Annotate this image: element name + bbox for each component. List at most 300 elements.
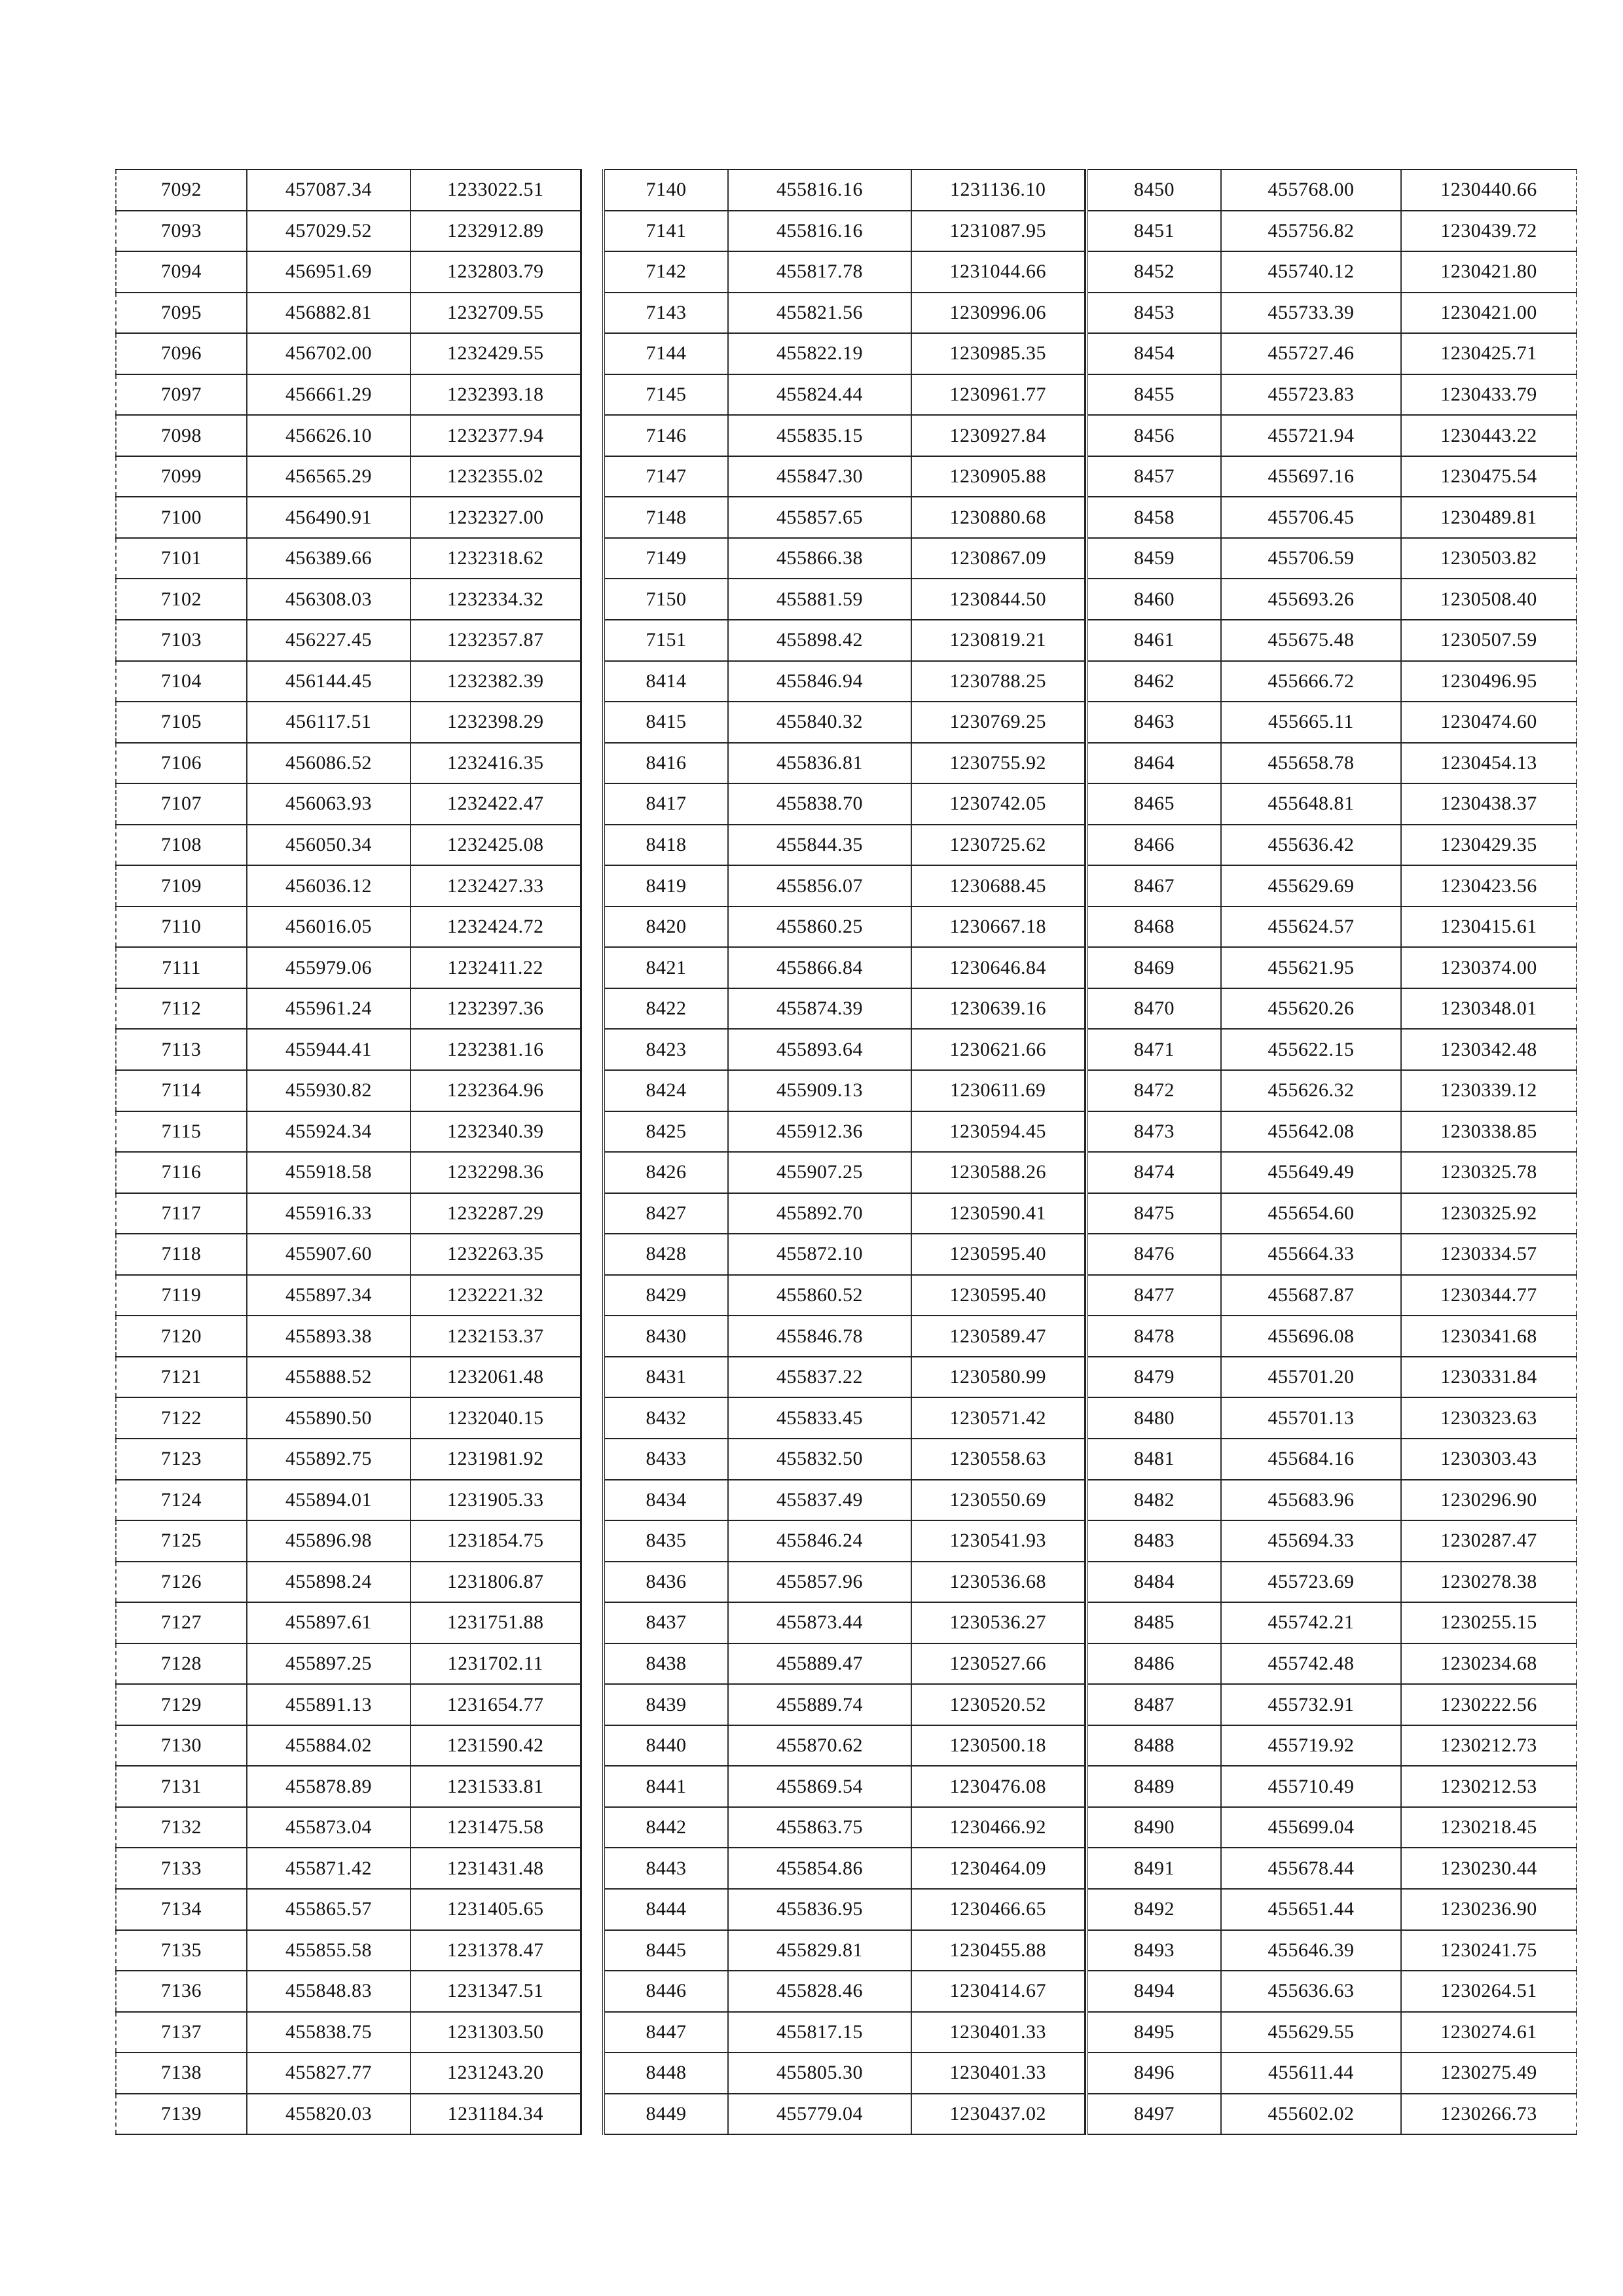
point-id-cell: 8460 bbox=[1087, 579, 1221, 620]
table-row bbox=[1087, 497, 1577, 538]
y-coordinate-cell: 1230212.53 bbox=[1401, 1766, 1577, 1807]
point-id-cell: 8427 bbox=[604, 1193, 728, 1234]
x-coordinate-cell: 455666.72 bbox=[1221, 661, 1401, 702]
y-coordinate-cell: 1230867.09 bbox=[911, 538, 1085, 579]
point-id-cell: 7097 bbox=[116, 374, 247, 416]
y-coordinate-cell: 1231854.75 bbox=[410, 1520, 581, 1562]
x-coordinate-cell: 455894.01 bbox=[247, 1480, 410, 1521]
point-id-cell: 8457 bbox=[1087, 456, 1221, 497]
y-coordinate-cell: 1231243.20 bbox=[410, 2053, 581, 2094]
x-coordinate-cell: 455892.70 bbox=[728, 1193, 911, 1234]
point-id-cell: 7146 bbox=[604, 415, 728, 456]
x-coordinate-cell: 455890.50 bbox=[247, 1397, 410, 1439]
y-coordinate-cell: 1230443.22 bbox=[1401, 415, 1577, 456]
y-coordinate-cell: 1231431.48 bbox=[410, 1848, 581, 1889]
y-coordinate-cell: 1230725.62 bbox=[911, 825, 1085, 866]
y-coordinate-cell: 1230230.44 bbox=[1401, 1848, 1577, 1889]
point-id-cell: 7100 bbox=[116, 497, 247, 538]
x-coordinate-cell: 455909.13 bbox=[728, 1070, 911, 1111]
point-id-cell: 7136 bbox=[116, 1971, 247, 2012]
table-row bbox=[116, 251, 581, 293]
y-coordinate-cell: 1230594.45 bbox=[911, 1111, 1085, 1153]
y-coordinate-cell: 1231806.87 bbox=[410, 1562, 581, 1603]
y-coordinate-cell: 1230667.18 bbox=[911, 906, 1085, 948]
point-id-cell: 8477 bbox=[1087, 1275, 1221, 1316]
table-row bbox=[1087, 1602, 1577, 1643]
point-id-cell: 7119 bbox=[116, 1275, 247, 1316]
table-row bbox=[1087, 702, 1577, 743]
y-coordinate-cell: 1230508.40 bbox=[1401, 579, 1577, 620]
point-id-cell: 8424 bbox=[604, 1070, 728, 1111]
x-coordinate-cell: 455897.61 bbox=[247, 1602, 410, 1643]
x-coordinate-cell: 455871.42 bbox=[247, 1848, 410, 1889]
x-coordinate-cell: 455649.49 bbox=[1221, 1152, 1401, 1193]
point-id-cell: 7139 bbox=[116, 2094, 247, 2135]
x-coordinate-cell: 455624.57 bbox=[1221, 906, 1401, 948]
x-coordinate-cell: 455893.64 bbox=[728, 1029, 911, 1070]
table-row bbox=[604, 1643, 1085, 1685]
point-id-cell: 8441 bbox=[604, 1766, 728, 1807]
point-id-cell: 8432 bbox=[604, 1397, 728, 1439]
table-row bbox=[1087, 1562, 1577, 1603]
point-id-cell: 8459 bbox=[1087, 538, 1221, 579]
x-coordinate-cell: 455907.60 bbox=[247, 1234, 410, 1275]
table-row bbox=[116, 1070, 581, 1111]
table-row bbox=[604, 1397, 1085, 1439]
x-coordinate-cell: 455898.42 bbox=[728, 620, 911, 661]
x-coordinate-cell: 456227.45 bbox=[247, 620, 410, 661]
y-coordinate-cell: 1231184.34 bbox=[410, 2094, 581, 2135]
point-id-cell: 8462 bbox=[1087, 661, 1221, 702]
y-coordinate-cell: 1231905.33 bbox=[410, 1480, 581, 1521]
point-id-cell: 8495 bbox=[1087, 2012, 1221, 2053]
point-id-cell: 8473 bbox=[1087, 1111, 1221, 1153]
point-id-cell: 7137 bbox=[116, 2012, 247, 2053]
table-row bbox=[604, 170, 1085, 211]
point-id-cell: 7094 bbox=[116, 251, 247, 293]
coordinate-table-block-3 bbox=[1085, 169, 1577, 2135]
y-coordinate-cell: 1230236.90 bbox=[1401, 1889, 1577, 1930]
point-id-cell: 8488 bbox=[1087, 1725, 1221, 1767]
table-row bbox=[604, 620, 1085, 661]
point-id-cell: 8438 bbox=[604, 1643, 728, 1685]
point-id-cell: 7128 bbox=[116, 1643, 247, 1685]
x-coordinate-cell: 455829.81 bbox=[728, 1930, 911, 1971]
point-id-cell: 8490 bbox=[1087, 1807, 1221, 1848]
x-coordinate-cell: 455828.46 bbox=[728, 1971, 911, 2012]
point-id-cell: 8443 bbox=[604, 1848, 728, 1889]
y-coordinate-cell: 1232061.48 bbox=[410, 1357, 581, 1398]
point-id-cell: 7138 bbox=[116, 2053, 247, 2094]
x-coordinate-cell: 456086.52 bbox=[247, 743, 410, 784]
point-id-cell: 8484 bbox=[1087, 1562, 1221, 1603]
point-id-cell: 8482 bbox=[1087, 1480, 1221, 1521]
point-id-cell: 8418 bbox=[604, 825, 728, 866]
y-coordinate-cell: 1231405.65 bbox=[410, 1889, 581, 1930]
coordinate-table-block-1 bbox=[115, 169, 582, 2135]
table-row bbox=[1087, 1725, 1577, 1767]
x-coordinate-cell: 455863.75 bbox=[728, 1807, 911, 1848]
x-coordinate-cell: 456389.66 bbox=[247, 538, 410, 579]
table-row bbox=[1087, 1520, 1577, 1562]
y-coordinate-cell: 1230520.52 bbox=[911, 1684, 1085, 1725]
y-coordinate-cell: 1230325.92 bbox=[1401, 1193, 1577, 1234]
table-row bbox=[116, 1766, 581, 1807]
table-row bbox=[116, 293, 581, 334]
y-coordinate-cell: 1230589.47 bbox=[911, 1316, 1085, 1357]
x-coordinate-cell: 455912.36 bbox=[728, 1111, 911, 1153]
point-id-cell: 8466 bbox=[1087, 825, 1221, 866]
x-coordinate-cell: 455723.83 bbox=[1221, 374, 1401, 416]
x-coordinate-cell: 455636.63 bbox=[1221, 1971, 1401, 2012]
y-coordinate-cell: 1230296.90 bbox=[1401, 1480, 1577, 1521]
point-id-cell: 8486 bbox=[1087, 1643, 1221, 1685]
table-row bbox=[116, 947, 581, 988]
x-coordinate-cell: 455742.21 bbox=[1221, 1602, 1401, 1643]
point-id-cell: 8464 bbox=[1087, 743, 1221, 784]
point-id-cell: 8420 bbox=[604, 906, 728, 948]
x-coordinate-cell: 455878.89 bbox=[247, 1766, 410, 1807]
x-coordinate-cell: 455874.39 bbox=[728, 988, 911, 1030]
x-coordinate-cell: 455888.52 bbox=[247, 1357, 410, 1398]
table-row bbox=[604, 1316, 1085, 1357]
x-coordinate-cell: 455706.45 bbox=[1221, 497, 1401, 538]
y-coordinate-cell: 1230755.92 bbox=[911, 743, 1085, 784]
x-coordinate-cell: 455944.41 bbox=[247, 1029, 410, 1070]
table-row bbox=[116, 1439, 581, 1480]
x-coordinate-cell: 455856.07 bbox=[728, 865, 911, 906]
table-row bbox=[604, 2094, 1085, 2135]
y-coordinate-cell: 1230489.81 bbox=[1401, 497, 1577, 538]
table-row bbox=[116, 1316, 581, 1357]
table-row bbox=[116, 456, 581, 497]
y-coordinate-cell: 1230500.18 bbox=[911, 1725, 1085, 1767]
point-id-cell: 8440 bbox=[604, 1725, 728, 1767]
y-coordinate-cell: 1230466.65 bbox=[911, 1889, 1085, 1930]
table-row bbox=[1087, 1889, 1577, 1930]
x-coordinate-cell: 455642.08 bbox=[1221, 1111, 1401, 1153]
point-id-cell: 8415 bbox=[604, 702, 728, 743]
x-coordinate-cell: 455892.75 bbox=[247, 1439, 410, 1480]
y-coordinate-cell: 1231087.95 bbox=[911, 211, 1085, 252]
y-coordinate-cell: 1230266.73 bbox=[1401, 2094, 1577, 2135]
table-row bbox=[604, 947, 1085, 988]
table-row bbox=[116, 1520, 581, 1562]
point-id-cell: 8451 bbox=[1087, 211, 1221, 252]
table-row bbox=[1087, 211, 1577, 252]
y-coordinate-cell: 1230439.72 bbox=[1401, 211, 1577, 252]
x-coordinate-cell: 455857.96 bbox=[728, 1562, 911, 1603]
point-id-cell: 8469 bbox=[1087, 947, 1221, 988]
x-coordinate-cell: 455866.84 bbox=[728, 947, 911, 988]
y-coordinate-cell: 1230325.78 bbox=[1401, 1152, 1577, 1193]
y-coordinate-cell: 1232340.39 bbox=[410, 1111, 581, 1153]
point-id-cell: 7117 bbox=[116, 1193, 247, 1234]
x-coordinate-cell: 455918.58 bbox=[247, 1152, 410, 1193]
table-row bbox=[604, 1889, 1085, 1930]
point-id-cell: 7141 bbox=[604, 211, 728, 252]
table-row bbox=[604, 783, 1085, 825]
x-coordinate-cell: 455694.33 bbox=[1221, 1520, 1401, 1562]
x-coordinate-cell: 455687.87 bbox=[1221, 1275, 1401, 1316]
point-id-cell: 8428 bbox=[604, 1234, 728, 1275]
x-coordinate-cell: 456308.03 bbox=[247, 579, 410, 620]
y-coordinate-cell: 1230742.05 bbox=[911, 783, 1085, 825]
point-id-cell: 7109 bbox=[116, 865, 247, 906]
y-coordinate-cell: 1230374.00 bbox=[1401, 947, 1577, 988]
point-id-cell: 8414 bbox=[604, 661, 728, 702]
x-coordinate-cell: 455675.48 bbox=[1221, 620, 1401, 661]
table-row bbox=[1087, 1848, 1577, 1889]
table-row bbox=[604, 1070, 1085, 1111]
block-1-body bbox=[116, 170, 581, 2134]
y-coordinate-cell: 1230590.41 bbox=[911, 1193, 1085, 1234]
point-id-cell: 7144 bbox=[604, 333, 728, 374]
y-coordinate-cell: 1232377.94 bbox=[410, 415, 581, 456]
table-row bbox=[116, 865, 581, 906]
y-coordinate-cell: 1231654.77 bbox=[410, 1684, 581, 1725]
point-id-cell: 7145 bbox=[604, 374, 728, 416]
table-row bbox=[1087, 1480, 1577, 1521]
point-id-cell: 7142 bbox=[604, 251, 728, 293]
point-id-cell: 7130 bbox=[116, 1725, 247, 1767]
y-coordinate-cell: 1230475.54 bbox=[1401, 456, 1577, 497]
y-coordinate-cell: 1230401.33 bbox=[911, 2053, 1085, 2094]
table-row bbox=[1087, 2094, 1577, 2135]
table-row bbox=[1087, 661, 1577, 702]
point-id-cell: 7147 bbox=[604, 456, 728, 497]
point-id-cell: 8433 bbox=[604, 1439, 728, 1480]
x-coordinate-cell: 456661.29 bbox=[247, 374, 410, 416]
point-id-cell: 7134 bbox=[116, 1889, 247, 1930]
table-row bbox=[604, 702, 1085, 743]
y-coordinate-cell: 1230880.68 bbox=[911, 497, 1085, 538]
y-coordinate-cell: 1230527.66 bbox=[911, 1643, 1085, 1685]
x-coordinate-cell: 455756.82 bbox=[1221, 211, 1401, 252]
x-coordinate-cell: 455881.59 bbox=[728, 579, 911, 620]
x-coordinate-cell: 455898.24 bbox=[247, 1562, 410, 1603]
y-coordinate-cell: 1230255.15 bbox=[1401, 1602, 1577, 1643]
point-id-cell: 8475 bbox=[1087, 1193, 1221, 1234]
table-row bbox=[604, 1234, 1085, 1275]
x-coordinate-cell: 455896.98 bbox=[247, 1520, 410, 1562]
point-id-cell: 8471 bbox=[1087, 1029, 1221, 1070]
point-id-cell: 7120 bbox=[116, 1316, 247, 1357]
table-row bbox=[1087, 374, 1577, 416]
y-coordinate-cell: 1232398.29 bbox=[410, 702, 581, 743]
x-coordinate-cell: 455907.25 bbox=[728, 1152, 911, 1193]
point-id-cell: 8497 bbox=[1087, 2094, 1221, 2135]
y-coordinate-cell: 1230474.60 bbox=[1401, 702, 1577, 743]
table-row bbox=[604, 1193, 1085, 1234]
point-id-cell: 7102 bbox=[116, 579, 247, 620]
x-coordinate-cell: 456050.34 bbox=[247, 825, 410, 866]
point-id-cell: 8454 bbox=[1087, 333, 1221, 374]
y-coordinate-cell: 1231475.58 bbox=[410, 1807, 581, 1848]
table-row bbox=[604, 497, 1085, 538]
x-coordinate-cell: 455699.04 bbox=[1221, 1807, 1401, 1848]
table-row bbox=[1087, 1807, 1577, 1848]
y-coordinate-cell: 1231702.11 bbox=[410, 1643, 581, 1685]
table-row bbox=[116, 415, 581, 456]
y-coordinate-cell: 1232382.39 bbox=[410, 661, 581, 702]
x-coordinate-cell: 455683.96 bbox=[1221, 1480, 1401, 1521]
table-row bbox=[1087, 906, 1577, 948]
table-row bbox=[1087, 538, 1577, 579]
point-id-cell: 7110 bbox=[116, 906, 247, 948]
table-row bbox=[604, 1439, 1085, 1480]
y-coordinate-cell: 1232334.32 bbox=[410, 579, 581, 620]
x-coordinate-cell: 455740.12 bbox=[1221, 251, 1401, 293]
point-id-cell: 7104 bbox=[116, 661, 247, 702]
x-coordinate-cell: 455651.44 bbox=[1221, 1889, 1401, 1930]
table-row bbox=[1087, 988, 1577, 1030]
table-row bbox=[1087, 1971, 1577, 2012]
x-coordinate-cell: 455870.62 bbox=[728, 1725, 911, 1767]
x-coordinate-cell: 455837.22 bbox=[728, 1357, 911, 1398]
y-coordinate-cell: 1232393.18 bbox=[410, 374, 581, 416]
y-coordinate-cell: 1230275.49 bbox=[1401, 2053, 1577, 2094]
point-id-cell: 8435 bbox=[604, 1520, 728, 1562]
table-row bbox=[116, 2012, 581, 2053]
y-coordinate-cell: 1230344.77 bbox=[1401, 1275, 1577, 1316]
point-id-cell: 8492 bbox=[1087, 1889, 1221, 1930]
y-coordinate-cell: 1231981.92 bbox=[410, 1439, 581, 1480]
table-row bbox=[116, 1193, 581, 1234]
table-row bbox=[116, 1029, 581, 1070]
x-coordinate-cell: 455833.45 bbox=[728, 1397, 911, 1439]
point-id-cell: 8434 bbox=[604, 1480, 728, 1521]
table-row bbox=[116, 211, 581, 252]
table-row bbox=[1087, 456, 1577, 497]
point-id-cell: 8436 bbox=[604, 1562, 728, 1603]
y-coordinate-cell: 1232422.47 bbox=[410, 783, 581, 825]
table-row bbox=[116, 1889, 581, 1930]
table-row bbox=[1087, 783, 1577, 825]
y-coordinate-cell: 1230212.73 bbox=[1401, 1725, 1577, 1767]
table-row bbox=[116, 1848, 581, 1889]
table-row bbox=[1087, 1316, 1577, 1357]
y-coordinate-cell: 1230621.66 bbox=[911, 1029, 1085, 1070]
table-row bbox=[1087, 2053, 1577, 2094]
x-coordinate-cell: 455622.15 bbox=[1221, 1029, 1401, 1070]
point-id-cell: 7118 bbox=[116, 1234, 247, 1275]
x-coordinate-cell: 456490.91 bbox=[247, 497, 410, 538]
y-coordinate-cell: 1230464.09 bbox=[911, 1848, 1085, 1889]
table-row bbox=[116, 2053, 581, 2094]
y-coordinate-cell: 1230342.48 bbox=[1401, 1029, 1577, 1070]
point-id-cell: 7126 bbox=[116, 1562, 247, 1603]
point-id-cell: 8447 bbox=[604, 2012, 728, 2053]
x-coordinate-cell: 455658.78 bbox=[1221, 743, 1401, 784]
table-row bbox=[116, 1643, 581, 1685]
point-id-cell: 8480 bbox=[1087, 1397, 1221, 1439]
x-coordinate-cell: 455621.95 bbox=[1221, 947, 1401, 988]
point-id-cell: 7114 bbox=[116, 1070, 247, 1111]
table-row bbox=[116, 1602, 581, 1643]
y-coordinate-cell: 1230536.27 bbox=[911, 1602, 1085, 1643]
table-row bbox=[604, 456, 1085, 497]
x-coordinate-cell: 455816.16 bbox=[728, 211, 911, 252]
point-id-cell: 7121 bbox=[116, 1357, 247, 1398]
x-coordinate-cell: 455710.49 bbox=[1221, 1766, 1401, 1807]
x-coordinate-cell: 455866.38 bbox=[728, 538, 911, 579]
table-row bbox=[116, 1725, 581, 1767]
point-id-cell: 8465 bbox=[1087, 783, 1221, 825]
table-row bbox=[1087, 2012, 1577, 2053]
point-id-cell: 7125 bbox=[116, 1520, 247, 1562]
point-id-cell: 8479 bbox=[1087, 1357, 1221, 1398]
table-row bbox=[604, 1357, 1085, 1398]
x-coordinate-cell: 455824.44 bbox=[728, 374, 911, 416]
y-coordinate-cell: 1230401.33 bbox=[911, 2012, 1085, 2053]
x-coordinate-cell: 455854.86 bbox=[728, 1848, 911, 1889]
y-coordinate-cell: 1230927.84 bbox=[911, 415, 1085, 456]
y-coordinate-cell: 1230476.08 bbox=[911, 1766, 1085, 1807]
table-row bbox=[116, 579, 581, 620]
point-id-cell: 8450 bbox=[1087, 170, 1221, 211]
table-row bbox=[116, 1562, 581, 1603]
table-row bbox=[1087, 293, 1577, 334]
x-coordinate-cell: 455835.15 bbox=[728, 415, 911, 456]
point-id-cell: 8494 bbox=[1087, 1971, 1221, 2012]
y-coordinate-cell: 1232040.15 bbox=[410, 1397, 581, 1439]
point-id-cell: 8496 bbox=[1087, 2053, 1221, 2094]
y-coordinate-cell: 1232429.55 bbox=[410, 333, 581, 374]
table-row bbox=[604, 579, 1085, 620]
point-id-cell: 8453 bbox=[1087, 293, 1221, 334]
x-coordinate-cell: 455629.55 bbox=[1221, 2012, 1401, 2053]
y-coordinate-cell: 1230274.61 bbox=[1401, 2012, 1577, 2053]
y-coordinate-cell: 1230507.59 bbox=[1401, 620, 1577, 661]
table-row bbox=[604, 906, 1085, 948]
x-coordinate-cell: 455822.19 bbox=[728, 333, 911, 374]
x-coordinate-cell: 455620.26 bbox=[1221, 988, 1401, 1030]
point-id-cell: 7149 bbox=[604, 538, 728, 579]
point-id-cell: 8421 bbox=[604, 947, 728, 988]
x-coordinate-cell: 455821.56 bbox=[728, 293, 911, 334]
y-coordinate-cell: 1230278.38 bbox=[1401, 1562, 1577, 1603]
y-coordinate-cell: 1232318.62 bbox=[410, 538, 581, 579]
x-coordinate-cell: 455742.48 bbox=[1221, 1643, 1401, 1685]
point-id-cell: 7151 bbox=[604, 620, 728, 661]
table-row bbox=[116, 1971, 581, 2012]
table-row bbox=[116, 825, 581, 866]
point-id-cell: 8430 bbox=[604, 1316, 728, 1357]
x-coordinate-cell: 455873.44 bbox=[728, 1602, 911, 1643]
table-row bbox=[604, 374, 1085, 416]
x-coordinate-cell: 455869.54 bbox=[728, 1766, 911, 1807]
table-row bbox=[1087, 1193, 1577, 1234]
point-id-cell: 8419 bbox=[604, 865, 728, 906]
y-coordinate-cell: 1230264.51 bbox=[1401, 1971, 1577, 2012]
table-row bbox=[116, 1684, 581, 1725]
y-coordinate-cell: 1232912.89 bbox=[410, 211, 581, 252]
point-id-cell: 7132 bbox=[116, 1807, 247, 1848]
table-row bbox=[116, 661, 581, 702]
point-id-cell: 7106 bbox=[116, 743, 247, 784]
point-id-cell: 7095 bbox=[116, 293, 247, 334]
table-row bbox=[116, 1930, 581, 1971]
point-id-cell: 8481 bbox=[1087, 1439, 1221, 1480]
table-row bbox=[604, 1275, 1085, 1316]
x-coordinate-cell: 455723.69 bbox=[1221, 1562, 1401, 1603]
table-row bbox=[604, 1971, 1085, 2012]
y-coordinate-cell: 1230440.66 bbox=[1401, 170, 1577, 211]
x-coordinate-cell: 455836.95 bbox=[728, 1889, 911, 1930]
y-coordinate-cell: 1232425.08 bbox=[410, 825, 581, 866]
point-id-cell: 8439 bbox=[604, 1684, 728, 1725]
